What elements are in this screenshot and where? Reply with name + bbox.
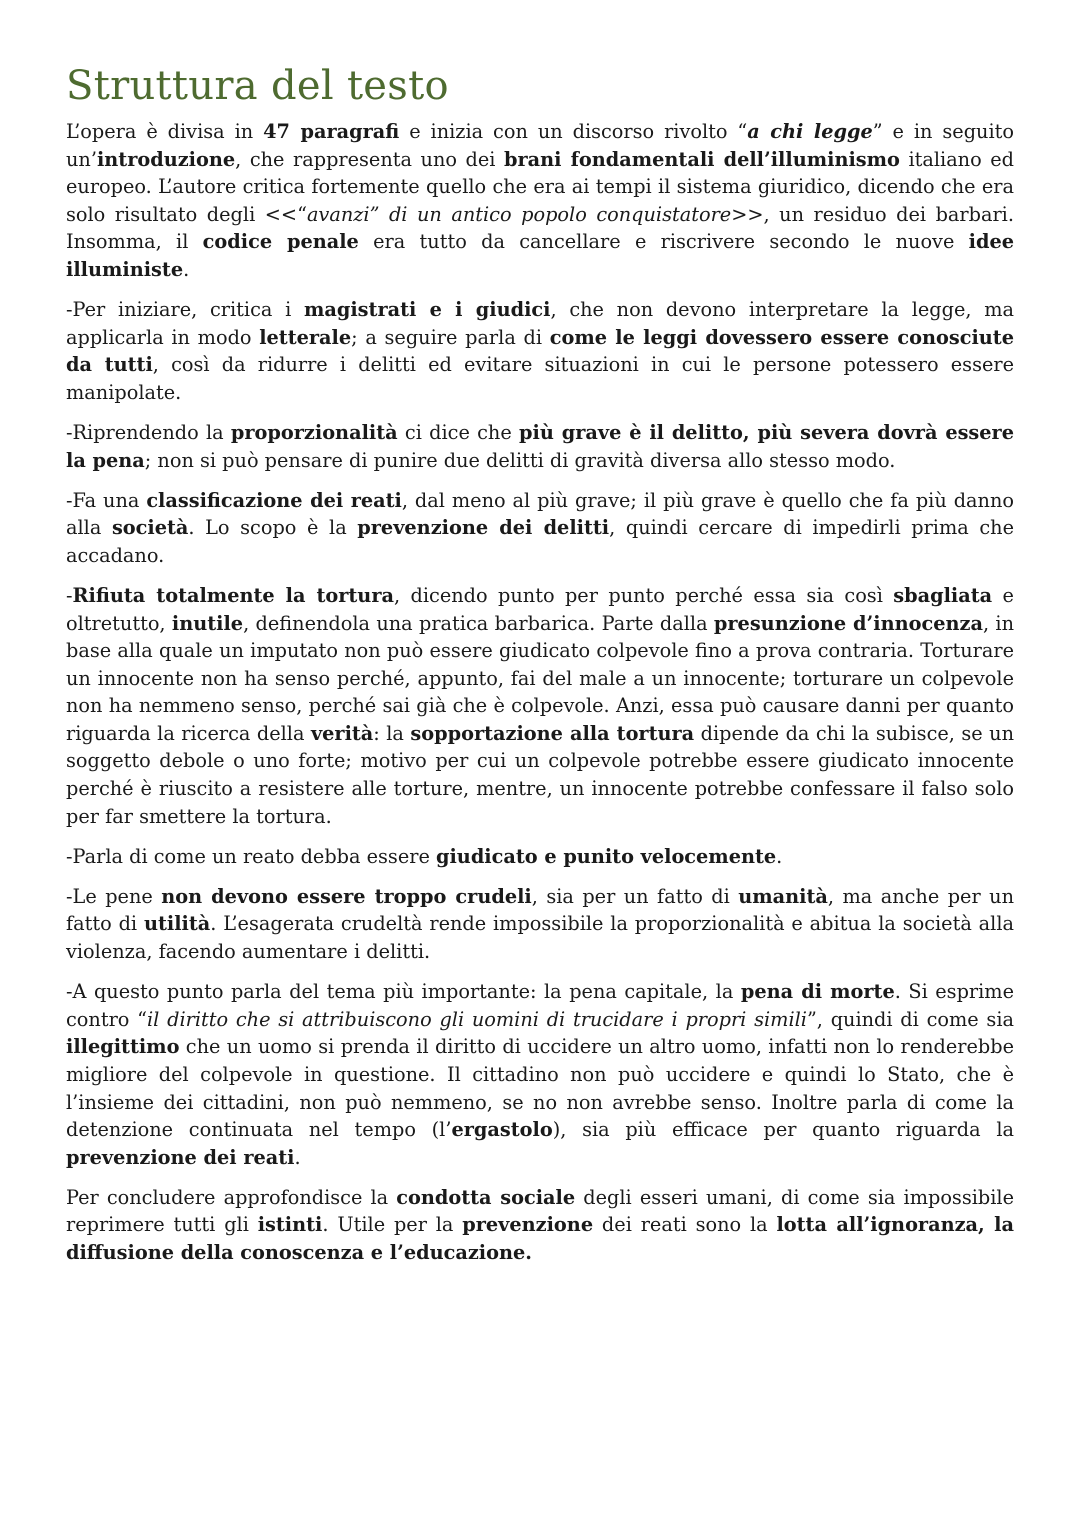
paragraph <box>66 582 1014 830</box>
bold-text: codice penale <box>202 230 359 254</box>
text-run: ; non si può pensare di punire due delitti di gravità diversa allo stesso modo. <box>144 448 896 472</box>
paragraph <box>66 883 1014 966</box>
paragraph <box>66 419 1014 474</box>
bold-text: a chi legge <box>747 120 873 143</box>
text-run: -Fa una <box>66 488 147 512</box>
text-run: italiano ed europeo. L’autore critica fortemente quello che era ai tempi il sistema giuridico, dicendo che era solo risultato degli <<“ <box>66 147 1015 226</box>
paragraph <box>66 843 1014 871</box>
text-run: - <box>66 583 73 607</box>
bold-text: proporzionalità <box>230 420 398 444</box>
bold-text: letterale <box>259 325 352 349</box>
text-run: ), sia più efficace per quanto riguarda la <box>552 1118 1014 1142</box>
bold-text: 47 paragrafi <box>263 120 400 143</box>
text-run: ; a seguire parla di <box>351 325 550 349</box>
italic-text: il diritto che si attribuiscono gli uomini di trucidare i propri simili <box>147 1007 807 1031</box>
text-run: e oltretutto, <box>66 583 1014 635</box>
bold-text: giudicato e punito velocemente <box>436 844 777 868</box>
text-run: -Le pene <box>66 884 162 908</box>
text-run: >>, un residuo dei barbari. Insomma, il <box>66 202 1014 254</box>
text-run: ” e in seguito un’ <box>66 120 1014 171</box>
text-run: dipende da chi la subisce, se un soggetto debole o uno forte; motivo per cui un colpevole potrebbe essere giudicato innocente perché è riuscito a resistere alle torture, mentre, un innocente potrebbe confessare il falso solo per far smettere la tortura. <box>66 721 1015 828</box>
page-title: Struttura del testo <box>66 63 449 109</box>
text-run: e inizia con un discorso rivolto “ <box>399 120 748 143</box>
paragraph <box>66 978 1014 1171</box>
bold-text: verità <box>310 721 374 745</box>
text-run: . <box>294 1145 301 1169</box>
text-run: degli esseri umani, di come sia impossibile reprimere tutti gli <box>66 1185 1014 1237</box>
bold-text: umanità <box>738 884 828 908</box>
text-run: L’opera è divisa in <box>66 120 264 143</box>
text-run: ”, quindi di come sia <box>806 1007 1014 1031</box>
bold-text: come le leggi dovessero essere conosciute da tutti <box>66 325 1014 377</box>
text-run: , quindi cercare di impedirli prima che accadano. <box>66 516 1014 567</box>
bold-text: condotta sociale <box>396 1185 576 1209</box>
text-run: . Si esprime contro “ <box>66 980 1014 1031</box>
paragraph <box>66 487 1014 570</box>
bold-text: illegittimo <box>66 1035 180 1059</box>
bold-text: brani fondamentali dell’illuminismo <box>504 147 900 171</box>
text-run: -A questo punto parla del tema più importante: la pena capitale, la <box>66 980 741 1004</box>
text-run: , sia per un fatto di <box>531 884 739 908</box>
bold-text: prevenzione dei reati <box>66 1145 295 1169</box>
text-run: -Per iniziare, critica i <box>66 298 304 322</box>
bold-text: idee illuministe <box>66 230 1014 281</box>
bold-text: società <box>111 516 189 540</box>
paragraph <box>66 118 1014 284</box>
text-run: che un uomo si prenda il diritto di uccidere un altro uomo, infatti non lo renderebbe migliore del colpevole in questione. Il cittadino non può uccidere e quindi lo Stato, che è l’insieme dei cittadini, non può nemmeno, se no non avrebbe senso. Inoltre parla di come la detenzione continuata nel tempo (l’ <box>66 1035 1014 1142</box>
bold-text: utilità <box>143 912 211 936</box>
bold-text: prevenzione dei delitti <box>357 516 610 540</box>
text-run: : la <box>373 721 411 745</box>
bold-text: più grave è il delitto, più severa dovrà essere la pena <box>66 420 1014 472</box>
bold-text: sbagliata <box>893 583 993 607</box>
text-run: dei reati sono la <box>593 1213 777 1237</box>
bold-text: sopportazione alla tortura <box>410 721 695 745</box>
document-page <box>66 62 1014 1279</box>
text-run: -Parla di come un reato debba essere <box>66 844 436 868</box>
bold-text: inutile <box>171 611 244 635</box>
text-run: -Riprendendo la <box>66 420 231 444</box>
bold-text: lotta all’ignoranza, la diffusione della conoscenza e l’educazione. <box>66 1213 1014 1264</box>
paragraph <box>66 1184 1014 1267</box>
bold-text: magistrati e i giudici <box>303 298 551 322</box>
bold-text: classificazione dei reati <box>146 488 402 512</box>
text-run: Per concludere approfondisce la <box>66 1185 397 1209</box>
bold-text: istinti <box>257 1213 323 1237</box>
text-run: , così da ridurre i delitti ed evitare situazioni in cui le persone potessero essere manipolate. <box>66 353 1015 404</box>
text-run: , in base alla quale un imputato non può essere giudicato colpevole fino a prova contraria. Torturare un innocente non ha senso perché, appunto, fai del male a un innocente; torturare un colpevole non ha nemmeno senso, perché sai già che è colpevole. Anzi, essa può causare danni per quanto riguarda la ricerca della <box>66 611 1014 745</box>
bold-text: presunzione d’innocenza <box>713 611 983 635</box>
text-run: , che non devono interpretare la legge, ma applicarla in modo <box>66 298 1014 349</box>
text-run: , che rappresenta uno dei <box>235 147 504 171</box>
text-run: , dicendo punto per punto perché essa sia così <box>393 583 894 607</box>
bold-text: introduzione <box>96 147 236 171</box>
text-run: . Utile per la <box>322 1213 463 1237</box>
paragraph <box>66 296 1014 406</box>
bold-text: non devono essere troppo crudeli <box>161 884 532 908</box>
text-run: era tutto da cancellare e riscrivere secondo le nuove <box>358 230 969 254</box>
text-run: , definendola una pratica barbarica. Parte dalla <box>243 611 714 635</box>
text-run: . L’esagerata crudeltà rende impossibile la proporzionalità e abitua la società alla violenza, facendo aumentare i delitti. <box>66 912 1014 964</box>
bold-text: Rifiuta totalmente la tortura <box>72 583 394 607</box>
text-run: . Lo scopo è la <box>188 516 358 540</box>
document-body <box>66 118 1014 1267</box>
text-run: . <box>776 844 783 868</box>
italic-text: avanzi” di un antico popolo conquistatore <box>306 202 732 226</box>
text-run: . <box>183 257 190 281</box>
text-run: ci dice che <box>397 420 520 444</box>
bold-text: prevenzione <box>462 1213 594 1237</box>
bold-text: pena di morte <box>740 980 895 1004</box>
text-run: , ma anche per un fatto di <box>66 884 1014 936</box>
text-run: , dal meno al più grave; il più grave è quello che fa più danno alla <box>66 488 1014 540</box>
bold-text: ergastolo <box>451 1118 553 1142</box>
